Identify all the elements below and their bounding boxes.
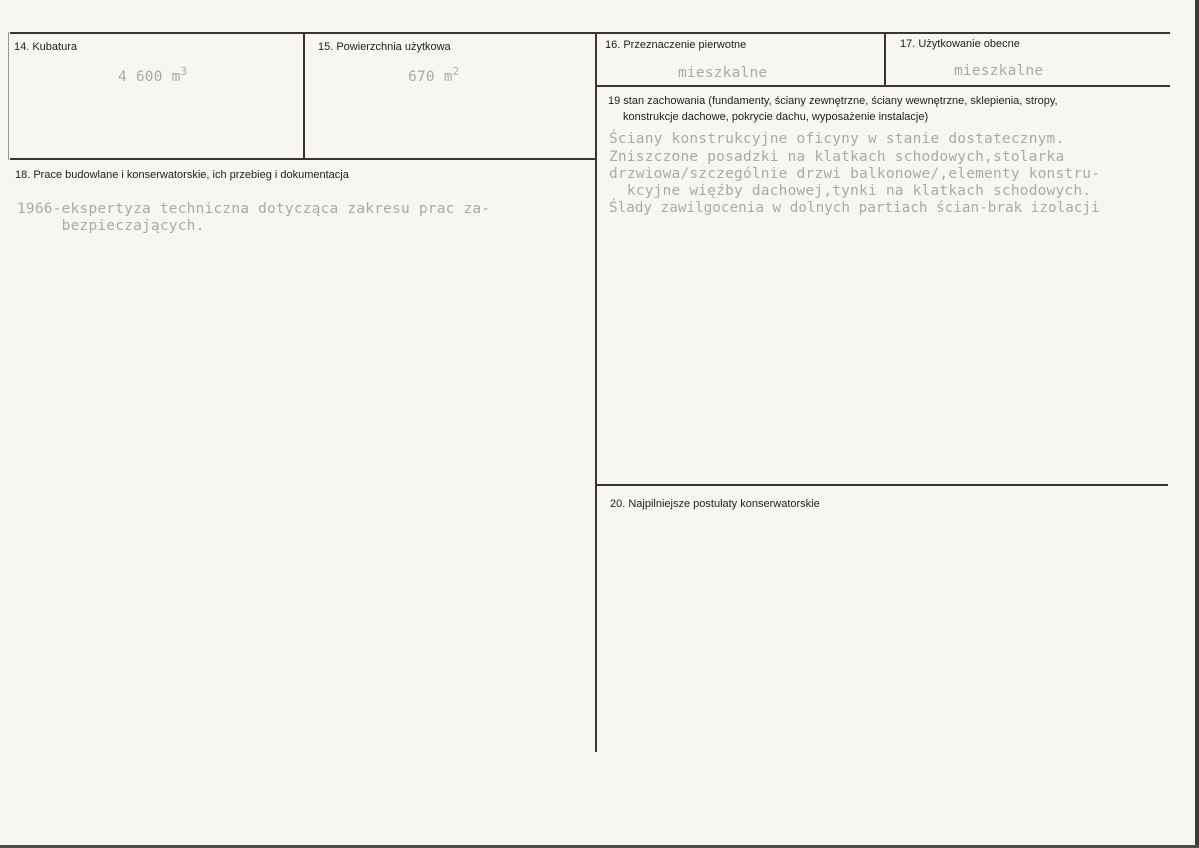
- field-18-line: bezpieczających.: [17, 218, 205, 234]
- field-15-value: 670 $m^2$: [408, 65, 460, 85]
- field-19-line: Ściany konstrukcyjne oficyny w stanie dostatecznym.: [609, 131, 1065, 147]
- field-14-label: 14. Kubatura: [14, 41, 77, 53]
- rule-under-16-17: [596, 85, 1170, 87]
- field-19-line: drzwiowa/szczególnie drzwi balkonowe/,elementy konstru-: [609, 166, 1101, 182]
- field-19-line: kcyjne więźby dachowej,tynki na klatkach schodowych.: [609, 183, 1092, 199]
- divider-14-15: [303, 32, 305, 160]
- field-20-label: 20. Najpilniejsze postulaty konserwatorskie: [610, 498, 820, 510]
- field-15-label: 15. Powierzchnia użytkowa: [318, 41, 451, 53]
- field-19-line: Ślady zawilgocenia w dolnych partiach ścian-brak izolacji: [609, 200, 1100, 216]
- field-19-line: Zniszczone posadzki na klatkach schodowych,stolarka: [609, 149, 1065, 165]
- field-17-value: mieszkalne: [954, 63, 1044, 79]
- field-18-label: 18. Prace budowlane i konserwatorskie, ich przebieg i dokumentacja: [15, 169, 349, 181]
- field-17-label: 17. Użytkowanie obecne: [900, 38, 1020, 50]
- field-16-label: 16. Przeznaczenie pierwotne: [605, 39, 747, 51]
- card-edge-right: [1195, 0, 1199, 848]
- field-14-value: 4 600 $m^3$: [118, 65, 188, 85]
- rule-under-14-15: [10, 158, 596, 160]
- field-19-label-line1: 19 stan zachowania (fundamenty, ściany zewnętrzne, ściany wewnętrzne, sklepienia, stropy,: [608, 95, 1058, 107]
- field-18-line: 1966-ekspertyza techniczna dotycząca zakresu prac za-: [17, 201, 491, 217]
- rule-above-20: [596, 484, 1168, 486]
- divider-center: [595, 32, 597, 752]
- top-rule: [10, 32, 1170, 34]
- field-19-label-line2: konstrukcje dachowe, pokrycie dachu, wyposażenie instalacje): [623, 111, 929, 123]
- divider-16-17: [884, 32, 886, 86]
- left-edge: [8, 32, 9, 160]
- field-16-value: mieszkalne: [678, 65, 768, 81]
